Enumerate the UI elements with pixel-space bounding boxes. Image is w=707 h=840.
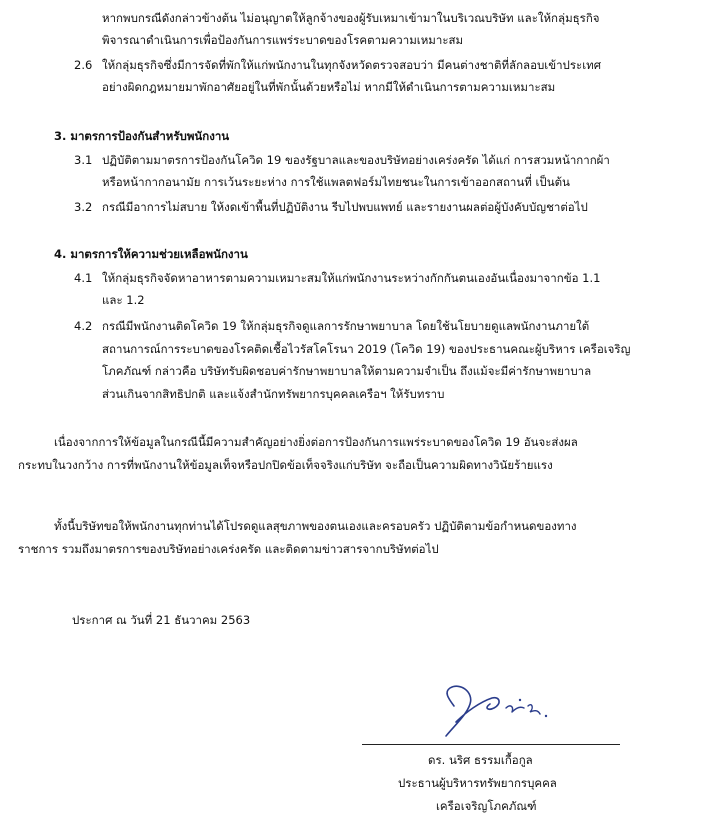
section-4-heading: 4. มาตรการให้ความช่วยเหลือพนักงาน	[54, 247, 248, 261]
item-3-2-line-1: กรณีมีอาการไม่สบาย ให้งดเข้าพื้นที่ปฏิบัติงาน รีบไปพบแพทย์ และรายงานผลต่อผู้บังคับบัญชาต่อไป	[102, 200, 588, 214]
item-3-1-number: 3.1	[74, 153, 93, 167]
section-3-heading: 3. มาตรการป้องกันสำหรับพนักงาน	[54, 129, 230, 143]
signatory-company: เครือเจริญโภคภัณฑ์	[436, 799, 537, 813]
signatory-name: ดร. นริศ ธรรมเกื้อกูล	[428, 753, 533, 767]
item-2-6-line-2: อย่างผิดกฎหมายมาพักอาศัยอยู่ในที่พักนั้นด้วยหรือไม่ หากมีให้ดำเนินการตามความเหมาะสม	[102, 80, 556, 94]
item-4-2-line-1: กรณีมีพนักงานติดโควิด 19 ให้กลุ่มธุรกิจดูแลการรักษาพยาบาล โดยใช้นโยบายดูแลพนักงานภายใต้	[102, 319, 590, 333]
item-3-2-number: 3.2	[74, 200, 93, 214]
item-4-2-line-2: สถานการณ์การระบาดของโรคติดเชื้อไวรัสโคโรนา 2019 (โควิด 19) ของประธานคณะผู้บริหาร เครือเจริญ	[102, 342, 631, 356]
signature-line	[362, 744, 620, 745]
closing-para-2-line-2: ราชการ รวมถึงมาตรการของบริษัทอย่างเคร่งครัด และติดตามข่าวสารจากบริษัทต่อไป	[18, 542, 439, 556]
item-4-2-line-3: โภคภัณฑ์ กล่าวคือ บริษัทรับผิดชอบค่ารักษาพยาบาลให้ตามความจำเป็น ถึงแม้จะมีค่ารักษาพยาบาล	[102, 364, 592, 378]
item-4-1-line-2: และ 1.2	[102, 293, 145, 307]
closing-para-1-line-2: กระทบในวงกว้าง การที่พนักงานให้ข้อมูลเท็จหรือปกปิดข้อเท็จจริงแก่บริษัท จะถือเป็นความผิดทางวินัยร้ายแรง	[18, 458, 553, 472]
announcement-date: ประกาศ ณ วันที่ 21 ธันวาคม 2563	[72, 613, 251, 627]
item-3-1-line-2: หรือหน้ากากอนามัย การเว้นระยะห่าง การใช้แพลตฟอร์มไทยชนะในการเข้าออกสถานที่ เป็นต้น	[102, 175, 570, 189]
closing-para-2-line-1: ทั้งนี้บริษัทขอให้พนักงานทุกท่านได้โปรดดูแลสุขภาพของตนเองและครอบครัว ปฏิบัติตามข้อกำหนดของทาง	[54, 519, 577, 533]
para-2-5-line-1: หากพบกรณีดังกล่าวข้างต้น ไม่อนุญาตให้ลูกจ้างของผู้รับเหมาเข้ามาในบริเวณบริษัท และให้กลุ่มธุรกิจ	[102, 11, 600, 25]
item-4-1-line-1: ให้กลุ่มธุรกิจจัดหาอาหารตามความเหมาะสมให้แก่พนักงานระหว่างกักกันตนเองอันเนื่องมาจากข้อ 1.1	[102, 271, 601, 285]
para-2-5-line-2: พิจารณาดำเนินการเพื่อป้องกันการแพร่ระบาดของโรคตามความเหมาะสม	[102, 33, 464, 47]
item-2-6-number: 2.6	[74, 58, 93, 72]
item-4-2-number: 4.2	[74, 319, 93, 333]
item-4-2-line-4: ส่วนเกินจากสิทธิปกติ และแจ้งสำนักทรัพยากรบุคคลเครือฯ ให้รับทราบ	[102, 387, 445, 401]
item-3-1-line-1: ปฏิบัติตามมาตรการป้องกันโควิด 19 ของรัฐบาลและของบริษัทอย่างเคร่งครัด ได้แก่ การสวมหน้ากากผ้า	[102, 153, 610, 167]
closing-para-1-line-1: เนื่องจากการให้ข้อมูลในกรณีนี้มีความสำคัญอย่างยิ่งต่อการป้องกันการแพร่ระบาดของโควิด 19 อันจะส่งผล	[54, 435, 578, 449]
signature-mark	[440, 678, 590, 748]
item-4-1-number: 4.1	[74, 271, 93, 285]
signatory-title: ประธานผู้บริหารทรัพยากรบุคคล	[398, 776, 557, 790]
item-2-6-line-1: ให้กลุ่มธุรกิจซึ่งมีการจัดที่พักให้แก่พนักงานในทุกจังหวัดตรวจสอบว่า มีคนต่างชาติที่ลักลอบเข้าประเทศ	[102, 58, 602, 72]
